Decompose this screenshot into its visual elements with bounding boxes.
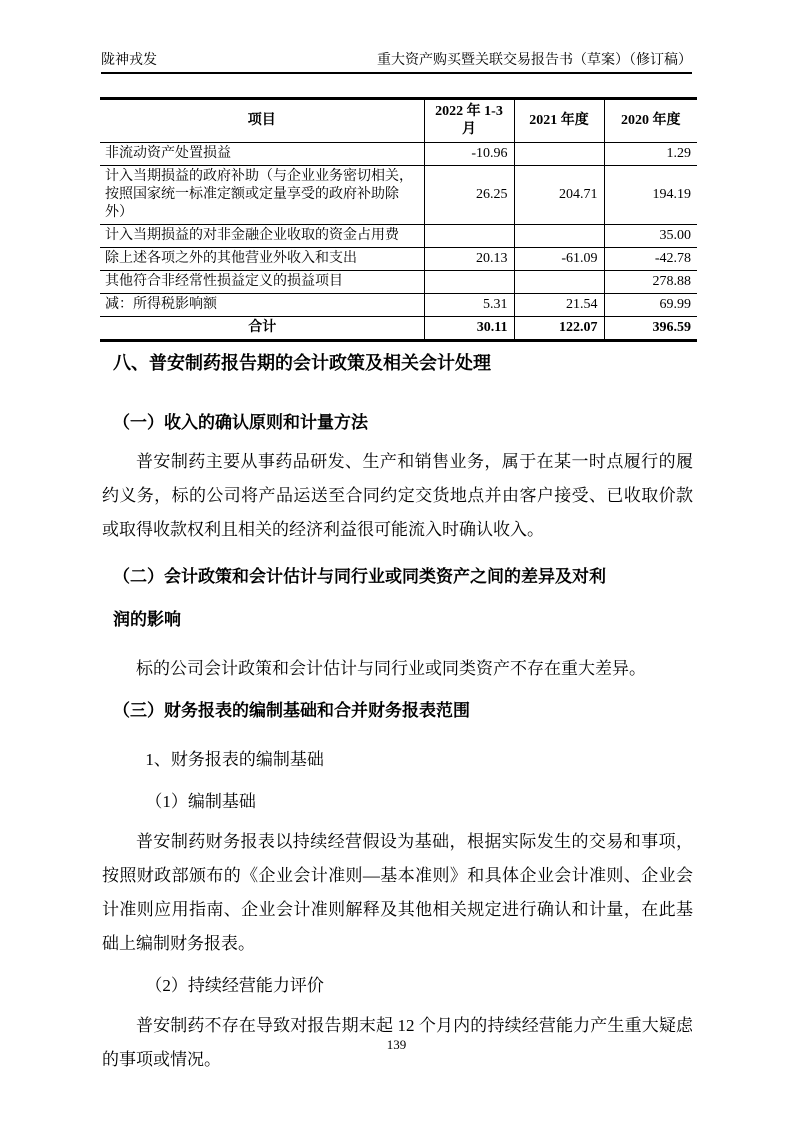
table-header-row	[100, 99, 697, 143]
row-value-2021	[514, 225, 604, 248]
item-1-heading: 1、财务报表的编制基础	[145, 750, 324, 769]
header-report-title: 重大资产购买暨关联交易报告书（草案）（修订稿）	[377, 53, 692, 68]
row-value-2022q1: 5.31	[424, 294, 514, 317]
item-1-2-heading: （2）持续经营能力评价	[145, 976, 324, 995]
row-label: 计入当期损益的对非金融企业收取的资金占用费	[100, 225, 424, 248]
row-value-2022q1: 26.25	[424, 166, 514, 225]
table-row	[100, 248, 697, 271]
row-value-2020: 278.88	[604, 271, 697, 294]
table-row	[100, 166, 697, 225]
non-recurring-items-table	[100, 97, 697, 342]
table-row	[100, 271, 697, 294]
preparation-basis-paragraph: 普安制药财务报表以持续经营假设为基础，根据实际发生的交易和事项，按照财政部颁布的《企业会计准则—基本准则》和具体企业会计准则、企业会计准则应用指南、企业会计准则解释及其他相关规定进行确认和计量，在此基础上编制财务报表。	[102, 832, 693, 953]
row-value-2021: 204.71	[514, 166, 604, 225]
subsection-3-heading: （三）财务报表的编制基础和合并财务报表范围	[113, 701, 470, 720]
col-header-2020: 2020 年度	[604, 99, 697, 143]
row-value-2021	[514, 271, 604, 294]
section-8-heading: 八、普安制药报告期的会计政策及相关会计处理	[113, 353, 491, 373]
row-value-2020: 35.00	[604, 225, 697, 248]
row-label: 非流动资产处置损益	[100, 143, 424, 166]
page-number: 139	[386, 1037, 407, 1052]
row-value-2022q1	[424, 271, 514, 294]
going-concern-paragraph: 普安制药不存在导致对报告期末起 12 个月内的持续经营能力产生重大疑虑的事项或情况。	[102, 1016, 693, 1069]
header-company-short-name: 陇神戎发	[101, 53, 157, 68]
subsection-2-heading: （二）会计政策和会计估计与同行业或同类资产之间的差异及对利润的影响	[113, 567, 606, 629]
total-value-2021: 122.07	[514, 317, 604, 341]
table-total-row	[100, 317, 697, 341]
row-value-2020: 1.29	[604, 143, 697, 166]
row-value-2020: -42.78	[604, 248, 697, 271]
page-header	[101, 52, 692, 74]
row-value-2022q1	[424, 225, 514, 248]
total-value-2020: 396.59	[604, 317, 697, 341]
col-header-item: 项目	[100, 99, 424, 143]
row-value-2020: 194.19	[604, 166, 697, 225]
subsection-1-heading: （一）收入的确认原则和计量方法	[113, 413, 368, 432]
col-header-2022-q1: 2022 年 1-3 月	[424, 99, 514, 143]
accounting-policy-difference-paragraph: 标的公司会计政策和会计估计与同行业或同类资产不存在重大差异。	[136, 659, 646, 678]
row-label: 除上述各项之外的其他营业外收入和支出	[100, 248, 424, 271]
total-value-2022q1: 30.11	[424, 317, 514, 341]
row-label: 减：所得税影响额	[100, 294, 424, 317]
total-label: 合计	[100, 317, 424, 341]
table-row	[100, 143, 697, 166]
row-value-2022q1: -10.96	[424, 143, 514, 166]
row-value-2021: 21.54	[514, 294, 604, 317]
item-1-1-heading: （1）编制基础	[145, 792, 256, 811]
revenue-recognition-paragraph: 普安制药主要从事药品研发、生产和销售业务，属于在某一时点履行的履约义务，标的公司将产品运送至合同约定交货地点并由客户接受、已收取价款或取得收款权利且相关的经济利益很可能流入时确认收入。	[102, 452, 693, 539]
row-value-2022q1: 20.13	[424, 248, 514, 271]
page-content	[102, 75, 693, 1077]
row-value-2021: -61.09	[514, 248, 604, 271]
table-row	[100, 225, 697, 248]
row-label: 计入当期损益的政府补助（与企业业务密切相关，按照国家统一标准定额或定量享受的政府补助除外）	[100, 166, 424, 225]
col-header-2021: 2021 年度	[514, 99, 604, 143]
row-value-2020: 69.99	[604, 294, 697, 317]
row-label: 其他符合非经常性损益定义的损益项目	[100, 271, 424, 294]
table-row	[100, 294, 697, 317]
row-value-2021	[514, 143, 604, 166]
